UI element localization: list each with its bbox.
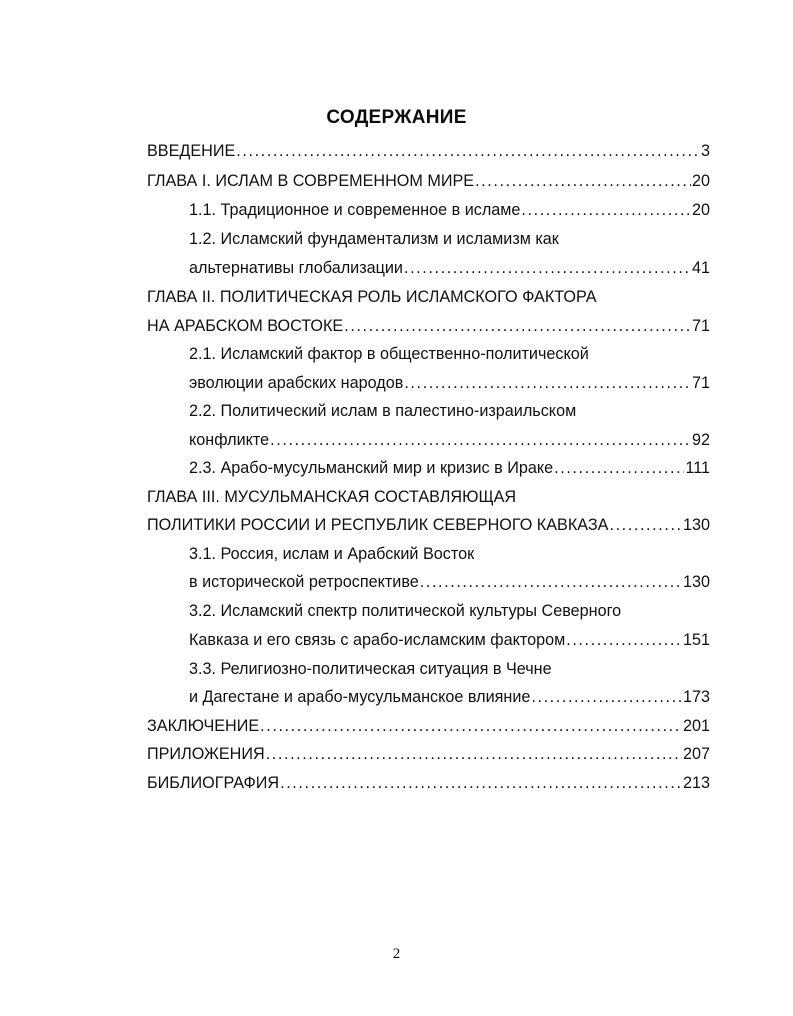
dot-leader (566, 629, 682, 651)
toc-entry-title-continued: НА АРАБСКОМ ВОСТОКЕ (147, 317, 344, 335)
toc-page-number: 92 (691, 431, 710, 449)
dot-leader (404, 257, 691, 279)
toc-page-number: 3 (700, 142, 710, 160)
dot-leader (260, 715, 682, 737)
toc-page-number: 130 (682, 573, 710, 591)
toc-entry-chapter-1[interactable] (147, 170, 710, 192)
dot-leader (280, 772, 682, 794)
toc-entry-title: 3.3. Религиозно-политическая ситуация в Чечне (189, 660, 552, 678)
dot-leader (266, 743, 682, 765)
toc-entry-chapter-3-line2[interactable] (147, 514, 710, 536)
toc-entry-section-3-3-line2[interactable] (189, 686, 710, 708)
toc-entry-section-2-3[interactable] (189, 457, 710, 479)
toc-entry-introduction[interactable] (147, 140, 710, 162)
toc-entry-title: ГЛАВА II. ПОЛИТИЧЕСКАЯ РОЛЬ ИСЛАМСКОГО ФАКТОРА (147, 288, 597, 306)
toc-entry-section-2-2-line1[interactable] (189, 400, 710, 422)
toc-page-number: 201 (682, 717, 710, 735)
toc-entry-section-3-1-line2[interactable] (189, 571, 710, 593)
toc-entry-section-1-2-line1[interactable] (189, 228, 710, 250)
toc-entry-section-3-1-line1[interactable] (189, 543, 710, 565)
dot-leader (531, 686, 682, 708)
toc-page-number: 213 (682, 774, 710, 792)
dot-leader (554, 457, 684, 479)
toc-entry-title: БИБЛИОГРАФИЯ (147, 774, 280, 792)
toc-page-number: 71 (691, 317, 710, 335)
toc-entry-section-3-2-line2[interactable] (189, 629, 710, 651)
toc-page-number: 20 (691, 201, 710, 219)
toc-entry-title: ПРИЛОЖЕНИЯ (147, 745, 265, 763)
toc-entry-title: 3.2. Исламский спектр политической культуры Северного (189, 602, 622, 620)
toc-entry-section-3-3-line1[interactable] (189, 658, 710, 680)
toc-entry-title-continued: Кавказа и его связь с арабо-исламским фактором (189, 631, 566, 649)
toc-entry-title-continued: конфликте (189, 431, 270, 449)
toc-page-number: 71 (691, 374, 710, 392)
dot-leader (521, 199, 691, 221)
toc-entry-title: ВВЕДЕНИЕ (147, 142, 236, 160)
toc-page-number: 173 (682, 688, 710, 706)
toc-entry-title: 2.1. Исламский фактор в общественно-политической (189, 345, 589, 363)
toc-entry-title: 1.2. Исламский фундаментализм и исламизм как (189, 230, 559, 248)
toc-page-number: 20 (691, 172, 710, 190)
toc-entry-section-1-2-line2[interactable] (189, 257, 710, 279)
toc-entry-title: ЗАКЛЮЧЕНИЕ (147, 717, 260, 735)
toc-entry-title-continued: эволюции арабских народов (189, 374, 404, 392)
toc-entry-conclusion[interactable] (147, 715, 710, 737)
toc-entry-title-continued: в исторической ретроспективе (189, 573, 419, 591)
toc-page-number: 151 (682, 631, 710, 649)
toc-entry-section-2-1-line1[interactable] (189, 343, 710, 365)
dot-leader (236, 140, 700, 162)
toc-page-number: 207 (682, 745, 710, 763)
toc-entry-title: ГЛАВА I. ИСЛАМ В СОВРЕМЕННОМ МИРЕ (147, 172, 475, 190)
toc-entry-title: 2.2. Политический ислам в палестино-израильском (189, 402, 577, 420)
toc-page-number: 41 (691, 259, 710, 277)
toc-entry-bibliography[interactable] (147, 772, 710, 794)
toc-entry-title-continued: ПОЛИТИКИ РОССИИ И РЕСПУБЛИК СЕВЕРНОГО КАВКАЗА (147, 516, 609, 534)
toc-entry-chapter-3-line1[interactable] (147, 486, 710, 508)
toc-entry-title-continued: альтернативы глобализации (189, 259, 403, 277)
toc-entry-title: 3.1. Россия, ислам и Арабский Восток (189, 545, 475, 563)
toc-entry-title: ГЛАВА III. МУСУЛЬМАНСКАЯ СОСТАВЛЯЮЩАЯ (147, 488, 517, 506)
toc-entry-appendix[interactable] (147, 743, 710, 765)
dot-leader (404, 372, 691, 394)
page-number: 2 (392, 946, 401, 962)
toc-entry-chapter-2-line2[interactable] (147, 315, 710, 337)
toc-entry-section-2-1-line2[interactable] (189, 372, 710, 394)
toc-entry-section-3-2-line1[interactable] (189, 600, 710, 622)
dot-leader (270, 429, 691, 451)
toc-heading: СОДЕРЖАНИЕ (326, 107, 467, 128)
dot-leader (609, 514, 682, 536)
toc-entry-title: 1.1. Традиционное и современное в исламе (189, 201, 521, 219)
toc-entry-title: 2.3. Арабо-мусульманский мир и кризис в Ираке (189, 459, 554, 477)
toc-entry-chapter-2-line1[interactable] (147, 286, 710, 308)
dot-leader (420, 571, 682, 593)
dot-leader (344, 315, 691, 337)
toc-page-number: 130 (682, 516, 710, 534)
toc-page-number: 111 (685, 459, 710, 477)
toc-entry-title-continued: и Дагестане и арабо-мусульманское влияние (189, 688, 531, 706)
dot-leader (475, 170, 691, 192)
toc-entry-section-1-1[interactable] (189, 199, 710, 221)
toc-entry-section-2-2-line2[interactable] (189, 429, 710, 451)
